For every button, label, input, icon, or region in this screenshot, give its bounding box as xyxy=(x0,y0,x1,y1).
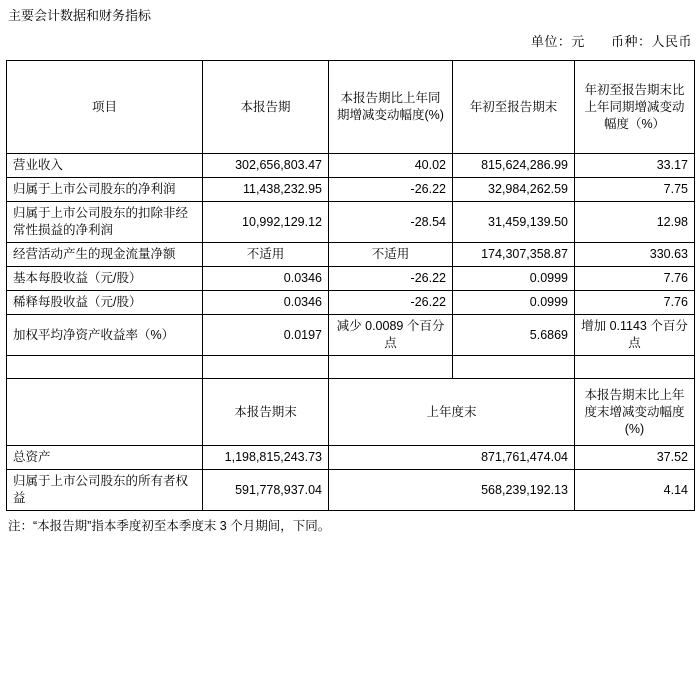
row-value: -26.22 xyxy=(329,178,453,202)
financial-summary-table xyxy=(6,60,695,511)
row-value: 0.0999 xyxy=(453,291,575,315)
balance-header-period-end: 本报告期末 xyxy=(203,379,329,446)
row-value: -26.22 xyxy=(329,291,453,315)
row-value: 不适用 xyxy=(329,243,453,267)
unit-label: 单位：元 xyxy=(530,34,585,49)
row-value: -26.22 xyxy=(329,267,453,291)
column-header-current-period: 本报告期 xyxy=(203,61,329,154)
row-value: 0.0197 xyxy=(203,315,329,356)
row-value: 7.75 xyxy=(575,178,695,202)
row-value: 568,239,192.13 xyxy=(329,470,575,511)
row-value: 7.76 xyxy=(575,291,695,315)
table-header-row xyxy=(7,61,695,154)
row-value: 不适用 xyxy=(203,243,329,267)
row-value: 871,761,474.04 xyxy=(329,446,575,470)
row-value: 0.0346 xyxy=(203,267,329,291)
spacer-cell xyxy=(453,356,575,379)
row-value: 31,459,139.50 xyxy=(453,202,575,243)
row-value: 37.52 xyxy=(575,446,695,470)
spacer-cell xyxy=(575,356,695,379)
row-value: 12.98 xyxy=(575,202,695,243)
table-row xyxy=(7,243,695,267)
row-label: 归属于上市公司股东的所有者权益 xyxy=(7,470,203,511)
table-row xyxy=(7,446,695,470)
table-row xyxy=(7,470,695,511)
currency-label: 币种：人民币 xyxy=(610,34,692,49)
row-value: 815,624,286.99 xyxy=(453,154,575,178)
table-spacer-row xyxy=(7,356,695,379)
row-value: 11,438,232.95 xyxy=(203,178,329,202)
row-value: 33.17 xyxy=(575,154,695,178)
row-value: 0.0346 xyxy=(203,291,329,315)
row-value: 40.02 xyxy=(329,154,453,178)
row-label: 基本每股收益（元/股） xyxy=(7,267,203,291)
table-row xyxy=(7,315,695,356)
balance-header-last-year-end: 上年度末 xyxy=(329,379,575,446)
row-value: 增加 0.1143 个百分点 xyxy=(575,315,695,356)
table-footnote: 注：“本报告期”指本季度初至本季度末 3 个月期间，下同。 xyxy=(8,519,331,533)
row-value: 减少 0.0089 个百分点 xyxy=(329,315,453,356)
column-header-ytd-change: 年初至报告期末比上年同期增减变动幅度（%） xyxy=(575,61,695,154)
row-value: 5.6869 xyxy=(453,315,575,356)
spacer-cell xyxy=(203,356,329,379)
table-row xyxy=(7,202,695,243)
row-value: 7.76 xyxy=(575,267,695,291)
unit-currency-line xyxy=(6,32,692,52)
row-value: 174,307,358.87 xyxy=(453,243,575,267)
row-value: 4.14 xyxy=(575,470,695,511)
row-value: 591,778,937.04 xyxy=(203,470,329,511)
balance-header-empty xyxy=(7,379,203,446)
row-label: 归属于上市公司股东的扣除非经常性损益的净利润 xyxy=(7,202,203,243)
table-row xyxy=(7,154,695,178)
page-title: 主要会计数据和财务指标 xyxy=(8,8,152,23)
spacer-cell xyxy=(7,356,203,379)
row-label: 总资产 xyxy=(7,446,203,470)
table-row xyxy=(7,267,695,291)
spacer-cell xyxy=(329,356,453,379)
balance-header-change: 本报告期末比上年度末增减变动幅度(%) xyxy=(575,379,695,446)
table-row xyxy=(7,291,695,315)
balance-header-row xyxy=(7,379,695,446)
column-header-current-period-change: 本报告期比上年同期增减变动幅度(%) xyxy=(329,61,453,154)
table-row xyxy=(7,178,695,202)
row-label: 营业收入 xyxy=(7,154,203,178)
row-value: 1,198,815,243.73 xyxy=(203,446,329,470)
column-header-ytd: 年初至报告期末 xyxy=(453,61,575,154)
row-value: 302,656,803.47 xyxy=(203,154,329,178)
row-value: 330.63 xyxy=(575,243,695,267)
row-value: 0.0999 xyxy=(453,267,575,291)
row-label: 加权平均净资产收益率（%） xyxy=(7,315,203,356)
row-label: 经营活动产生的现金流量净额 xyxy=(7,243,203,267)
column-header-item: 项目 xyxy=(7,61,203,154)
row-value: -28.54 xyxy=(329,202,453,243)
row-label: 稀释每股收益（元/股） xyxy=(7,291,203,315)
row-label: 归属于上市公司股东的净利润 xyxy=(7,178,203,202)
row-value: 10,992,129.12 xyxy=(203,202,329,243)
row-value: 32,984,262.59 xyxy=(453,178,575,202)
